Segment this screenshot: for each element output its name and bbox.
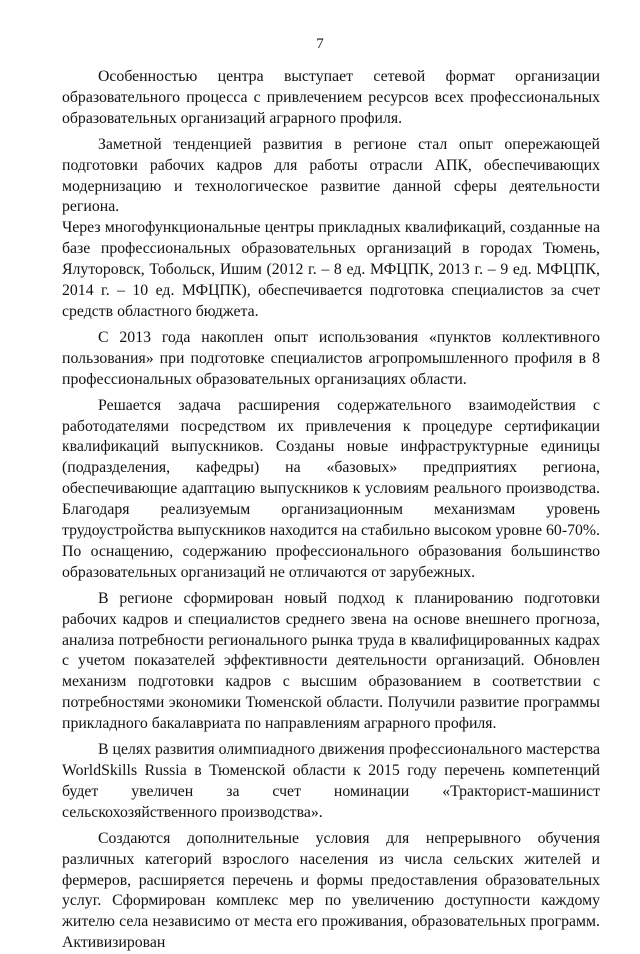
- paragraph: Создаются дополнительные условия для непрерывного обучения различных категорий взрослого населения из числа сельских жителей и фермеров, расширяется перечень и формы предоставления образовательных услуг. Сформирован комплекс мер по увеличению доступности каждому жителю села независимо от места его проживания, образовательных программ. Активизирован: [62, 829, 600, 952]
- paragraph: В регионе сформирован новый подход к планированию подготовки рабочих кадров и специалистов среднего звена на основе внешнего прогноза, анализа потребности регионального рынка труда в квалифицированных кадрах с учетом показателей эффективности деятельности организаций. Обновлен механизм подготовки кадров с высшим образованием в соответствии с потребностями экономики Тюменской области. Получили развитие программы прикладного бакалавриата по направлениям аграрного профиля.: [62, 589, 600, 733]
- paragraph: Особенностью центра выступает сетевой формат организации образовательного процесса с привлечением ресурсов всех профессиональных образовательных организаций аграрного профиля.: [62, 68, 600, 127]
- paragraph: С 2013 года накоплен опыт использования «пунктов коллективного пользования» при подготовке специалистов агропромышленного профиля в 8 профессиональных образовательных организациях области.: [62, 328, 600, 388]
- page-number: 7: [316, 36, 324, 52]
- paragraph: В целях развития олимпиадного движения профессионального мастерства WorldSkills Russia в Тюменской области к 2015 году перечень компетенций будет увеличен за счет номинации «Тракторист-машинист сельскохозяйственного производства».: [62, 741, 600, 821]
- paragraph: Через многофункциональные центры прикладных квалификаций, созданные на базе профессиональных образовательных организаций в городах Тюмень, Ялуторовск, Тобольск, Ишим (2012 г. – 8 ед. МФЦПК, 2013 г. – 9 ед. МФЦПК, 2014 г. – 10 ед. МФЦПК), обеспечивается подготовка специалистов за счет средств областного бюджета.: [62, 219, 600, 320]
- paragraph: Решается задача расширения содержательного взаимодействия с работодателями посредством их привлечения к процедуре сертификации квалификаций выпускников. Созданы новые инфраструктурные единицы (подразделения, кафедры) на «базовых» предприятиях региона, обеспечивающие адаптацию выпускников к условиям реального производства. Благодаря реализуемым организационным механизмам уровень трудоустройства выпускников находится на стабильно высоком уровне 60-70%. По оснащению, содержанию профессионального образования большинство образовательных организаций не отличаются от зарубежных.: [62, 396, 600, 581]
- paragraph: Заметной тенденцией развития в регионе стал опыт опережающей подготовки рабочих кадров для работы отрасли АПК, обеспечивающих модернизацию и технологическое развитие данной сферы деятельности региона.: [62, 135, 600, 216]
- document-body: [62, 67, 600, 954]
